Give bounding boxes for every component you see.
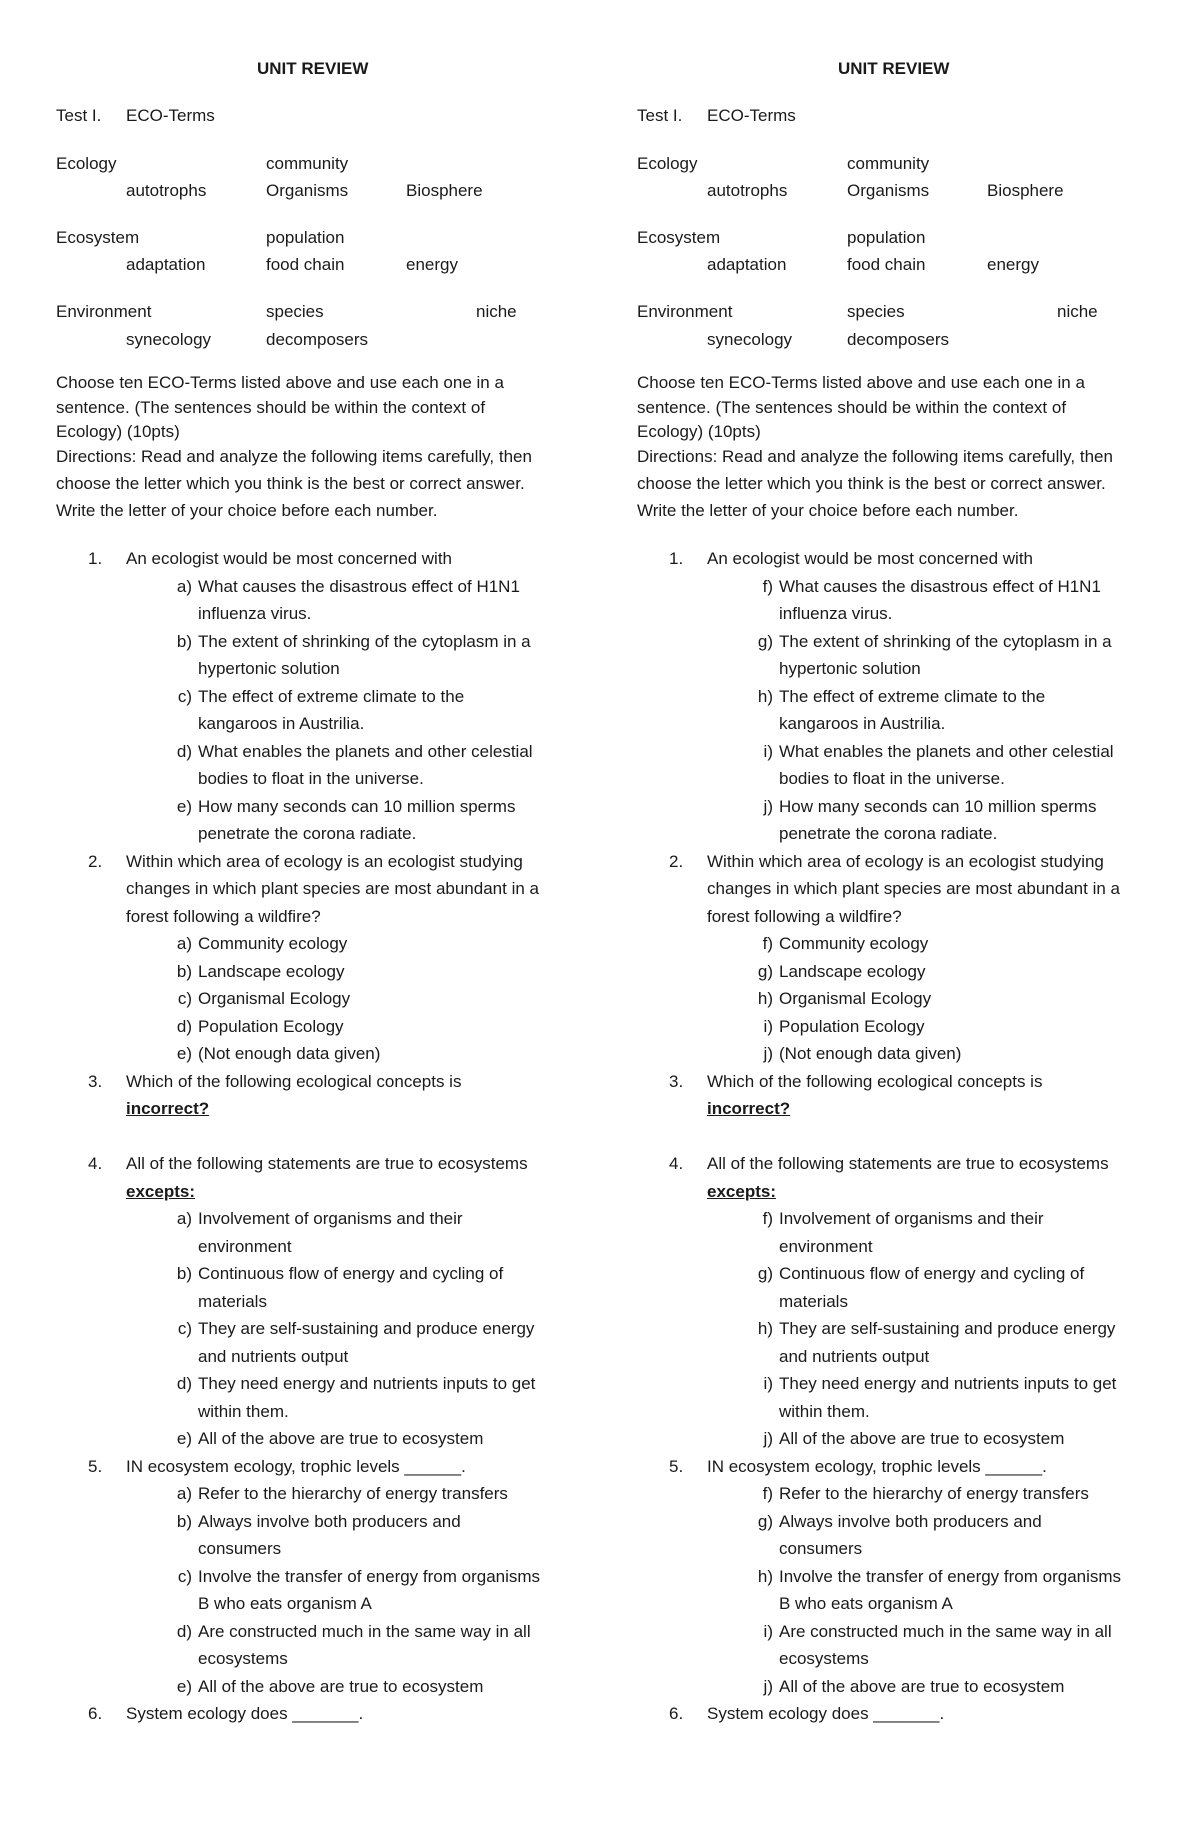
question-line: Which of the following ecological concepts is bbox=[707, 1071, 1043, 1091]
option-line: and nutrients output bbox=[198, 1346, 349, 1366]
option-letter: c) bbox=[177, 1319, 192, 1338]
term-food-chain: food chain bbox=[266, 255, 345, 274]
left-column bbox=[56, 0, 616, 1835]
question-number: 3. bbox=[88, 1071, 103, 1091]
term-energy: energy bbox=[987, 255, 1039, 274]
term-ecology: Ecology bbox=[637, 154, 698, 173]
term-niche: niche bbox=[1057, 302, 1098, 321]
option-text bbox=[198, 793, 598, 848]
option-letter: j) bbox=[763, 1676, 773, 1696]
question-text bbox=[707, 1700, 1177, 1728]
option-letter: i) bbox=[763, 1621, 773, 1641]
right-column bbox=[637, 0, 1197, 1835]
choose-line: sentence. (The sentences should be within the context of bbox=[637, 397, 1067, 417]
test-name: ECO-Terms bbox=[126, 106, 215, 125]
option-text bbox=[198, 1040, 598, 1068]
question-number: 4. bbox=[88, 1154, 103, 1173]
option-line: Landscape ecology bbox=[198, 961, 345, 981]
option-text bbox=[198, 1480, 598, 1508]
option-line: Involve the transfer of energy from organisms bbox=[198, 1566, 541, 1586]
option-letter: e) bbox=[176, 796, 192, 816]
directions bbox=[637, 443, 1157, 524]
option-line: Refer to the hierarchy of energy transfers bbox=[779, 1484, 1089, 1503]
option-letter: e) bbox=[176, 1429, 192, 1448]
directions-line: Write the letter of your choice before each number. bbox=[56, 501, 438, 520]
option-line: Always involve both producers and bbox=[198, 1511, 461, 1531]
option-line: Organismal Ecology bbox=[198, 989, 351, 1008]
question-line: forest following a wildfire? bbox=[126, 906, 321, 926]
option-letter: g) bbox=[757, 1511, 773, 1531]
option-line: They need energy and nutrients inputs to get bbox=[779, 1374, 1117, 1393]
option-letter: a) bbox=[176, 1484, 192, 1503]
option-line: B who eats organism A bbox=[198, 1594, 372, 1613]
question-number: 5. bbox=[669, 1456, 684, 1476]
option-text bbox=[198, 738, 598, 793]
option-line: Organismal Ecology bbox=[779, 989, 932, 1008]
option-line: penetrate the corona radiate. bbox=[198, 824, 417, 843]
option-line: Involvement of organisms and their bbox=[198, 1209, 463, 1228]
option-line: hypertonic solution bbox=[198, 659, 340, 678]
choose-line: Ecology) (10pts) bbox=[637, 422, 761, 441]
option-line: All of the above are true to ecosystem bbox=[198, 1429, 484, 1448]
option-line: materials bbox=[198, 1291, 267, 1311]
option-letter: g) bbox=[757, 1264, 773, 1283]
question-line: All of the following statements are true to ecosystems bbox=[707, 1154, 1109, 1173]
question-line: All of the following statements are true to ecosystems bbox=[126, 1154, 528, 1173]
term-population: population bbox=[266, 228, 345, 247]
option-line: environment bbox=[198, 1236, 292, 1256]
option-letter: c) bbox=[177, 686, 192, 706]
option-text bbox=[779, 1618, 1179, 1673]
option-text bbox=[198, 573, 598, 628]
option-letter: c) bbox=[177, 1566, 192, 1586]
option-letter: d) bbox=[176, 1374, 192, 1393]
question-line: Which of the following ecological concepts is bbox=[126, 1071, 462, 1091]
option-line: Always involve both producers and bbox=[779, 1511, 1042, 1531]
directions-line: Directions: Read and analyze the following items carefully, then bbox=[637, 447, 1113, 466]
option-line: within them. bbox=[198, 1401, 289, 1421]
term-food-chain: food chain bbox=[847, 255, 926, 274]
question-number: 5. bbox=[88, 1456, 103, 1476]
term-species: species bbox=[266, 302, 324, 321]
term-biosphere: Biosphere bbox=[406, 181, 483, 200]
term-environment: Environment bbox=[637, 302, 733, 321]
option-line: What causes the disastrous effect of H1N1 bbox=[198, 576, 520, 596]
option-letter: d) bbox=[176, 1621, 192, 1641]
option-letter: b) bbox=[176, 1511, 192, 1531]
option-text bbox=[198, 1370, 598, 1425]
option-text bbox=[779, 628, 1179, 683]
option-text bbox=[779, 1508, 1179, 1563]
option-text bbox=[198, 628, 598, 683]
option-line: penetrate the corona radiate. bbox=[779, 824, 998, 843]
option-line: All of the above are true to ecosystem bbox=[198, 1676, 484, 1696]
term-niche: niche bbox=[476, 302, 517, 321]
term-adaptation: adaptation bbox=[707, 255, 787, 274]
question-number: 2. bbox=[669, 851, 684, 871]
choose-line: Ecology) (10pts) bbox=[56, 422, 180, 441]
question-line: changes in which plant species are most abundant in a bbox=[126, 879, 539, 898]
term-ecology: Ecology bbox=[56, 154, 117, 173]
question-number: 1. bbox=[88, 549, 103, 568]
option-line: They are self-sustaining and produce energy bbox=[779, 1319, 1116, 1338]
directions-line: Write the letter of your choice before each number. bbox=[637, 501, 1019, 520]
question-emphasis: incorrect? bbox=[707, 1099, 791, 1118]
option-line: Involve the transfer of energy from organisms bbox=[779, 1566, 1122, 1586]
term-energy: energy bbox=[406, 255, 458, 274]
term-species: species bbox=[847, 302, 905, 321]
option-line: How many seconds can 10 million sperms bbox=[779, 796, 1097, 816]
option-line: The extent of shrinking of the cytoplasm in a bbox=[779, 631, 1112, 651]
term-autotrophs: autotrophs bbox=[707, 181, 788, 200]
option-letter: a) bbox=[176, 576, 192, 596]
option-text bbox=[198, 1425, 598, 1453]
option-letter: g) bbox=[757, 961, 773, 981]
directions-line: choose the letter which you think is the best or correct answer. bbox=[56, 474, 525, 493]
choose-instruction bbox=[56, 371, 576, 445]
option-line: bodies to float in the universe. bbox=[779, 769, 1005, 788]
choose-line: Choose ten ECO-Terms listed above and use each one in a bbox=[56, 373, 504, 392]
option-line: materials bbox=[779, 1291, 848, 1311]
option-letter: j) bbox=[763, 796, 773, 816]
option-letter: h) bbox=[757, 1566, 773, 1586]
option-text bbox=[198, 1508, 598, 1563]
question-text bbox=[126, 1150, 596, 1205]
option-letter: c) bbox=[177, 989, 192, 1008]
term-community: community bbox=[266, 154, 349, 173]
option-text bbox=[198, 1013, 598, 1041]
directions-line: Directions: Read and analyze the following items carefully, then bbox=[56, 447, 532, 466]
option-letter: i) bbox=[763, 1016, 773, 1036]
option-text bbox=[779, 573, 1179, 628]
option-text bbox=[779, 738, 1179, 793]
choose-line: Choose ten ECO-Terms listed above and use each one in a bbox=[637, 373, 1085, 392]
option-line: Continuous flow of energy and cycling of bbox=[779, 1264, 1085, 1283]
question-line: System ecology does _______. bbox=[707, 1704, 945, 1723]
option-line: consumers bbox=[198, 1539, 282, 1558]
option-text bbox=[198, 1315, 598, 1370]
term-population: population bbox=[847, 228, 926, 247]
option-text bbox=[779, 1480, 1179, 1508]
option-line: Community ecology bbox=[198, 934, 348, 953]
option-text bbox=[198, 985, 598, 1013]
option-line: What causes the disastrous effect of H1N1 bbox=[779, 576, 1101, 596]
option-line: Community ecology bbox=[779, 934, 929, 953]
question-text bbox=[707, 545, 1177, 573]
option-line: They need energy and nutrients inputs to get bbox=[198, 1374, 536, 1393]
option-line: Continuous flow of energy and cycling of bbox=[198, 1264, 504, 1283]
term-community: community bbox=[847, 154, 930, 173]
question-number: 6. bbox=[88, 1704, 103, 1723]
option-text bbox=[198, 1563, 598, 1618]
option-line: Are constructed much in the same way in all bbox=[779, 1621, 1112, 1641]
question-text bbox=[126, 1068, 596, 1123]
option-line: within them. bbox=[779, 1401, 870, 1421]
option-line: All of the above are true to ecosystem bbox=[779, 1429, 1065, 1448]
option-line: (Not enough data given) bbox=[779, 1044, 962, 1063]
question-text bbox=[707, 1453, 1177, 1481]
option-text bbox=[779, 1425, 1179, 1453]
question-text bbox=[126, 1453, 596, 1481]
question-text bbox=[707, 1068, 1177, 1123]
option-line: and nutrients output bbox=[779, 1346, 930, 1366]
option-line: B who eats organism A bbox=[779, 1594, 953, 1613]
option-line: consumers bbox=[779, 1539, 863, 1558]
option-letter: i) bbox=[763, 1374, 773, 1393]
unit-review-title: UNIT REVIEW bbox=[257, 59, 369, 78]
question-line: An ecologist would be most concerned with bbox=[126, 549, 453, 568]
option-letter: f) bbox=[762, 576, 773, 596]
term-adaptation: adaptation bbox=[126, 255, 206, 274]
term-biosphere: Biosphere bbox=[987, 181, 1064, 200]
question-line: System ecology does _______. bbox=[126, 1704, 364, 1723]
option-letter: d) bbox=[176, 741, 192, 761]
option-letter: j) bbox=[763, 1044, 773, 1063]
option-line: Landscape ecology bbox=[779, 961, 926, 981]
term-environment: Environment bbox=[56, 302, 152, 321]
test-name: ECO-Terms bbox=[707, 106, 796, 125]
question-line: IN ecosystem ecology, trophic levels ______. bbox=[126, 1456, 466, 1476]
option-letter: a) bbox=[176, 1209, 192, 1228]
option-letter: f) bbox=[762, 1209, 773, 1228]
option-line: ecosystems bbox=[779, 1649, 869, 1668]
directions-line: choose the letter which you think is the best or correct answer. bbox=[637, 474, 1106, 493]
question-line: IN ecosystem ecology, trophic levels ______. bbox=[707, 1456, 1047, 1476]
question-number: 1. bbox=[669, 549, 684, 568]
option-line: kangaroos in Austrilia. bbox=[779, 714, 946, 733]
option-letter: i) bbox=[763, 741, 773, 761]
option-line: bodies to float in the universe. bbox=[198, 769, 424, 788]
option-text bbox=[779, 1040, 1179, 1068]
option-letter: j) bbox=[763, 1429, 773, 1448]
choose-instruction bbox=[637, 371, 1157, 445]
option-line: Involvement of organisms and their bbox=[779, 1209, 1044, 1228]
option-letter: h) bbox=[757, 686, 773, 706]
test-label: Test I. bbox=[637, 106, 683, 125]
option-letter: g) bbox=[757, 631, 773, 651]
question-text bbox=[707, 848, 1177, 931]
directions bbox=[56, 443, 576, 524]
term-ecosystem: Ecosystem bbox=[637, 228, 721, 247]
question-emphasis: incorrect? bbox=[126, 1099, 210, 1118]
option-line: They are self-sustaining and produce energy bbox=[198, 1319, 535, 1338]
option-letter: d) bbox=[176, 1016, 192, 1036]
option-letter: b) bbox=[176, 631, 192, 651]
option-line: All of the above are true to ecosystem bbox=[779, 1676, 1065, 1696]
option-text bbox=[779, 958, 1179, 986]
term-synecology: synecology bbox=[126, 330, 212, 349]
question-text bbox=[707, 1150, 1177, 1205]
option-line: The effect of extreme climate to the bbox=[779, 686, 1046, 706]
choose-line: sentence. (The sentences should be within the context of bbox=[56, 397, 486, 417]
option-line: ecosystems bbox=[198, 1649, 288, 1668]
option-line: Population Ecology bbox=[198, 1016, 344, 1036]
term-organisms: Organisms bbox=[266, 181, 349, 200]
option-text bbox=[198, 1673, 598, 1701]
option-text bbox=[779, 930, 1179, 958]
option-line: Population Ecology bbox=[779, 1016, 925, 1036]
question-number: 3. bbox=[669, 1071, 684, 1091]
option-letter: f) bbox=[762, 1484, 773, 1503]
term-organisms: Organisms bbox=[847, 181, 930, 200]
option-letter: h) bbox=[757, 1319, 773, 1338]
term-autotrophs: autotrophs bbox=[126, 181, 207, 200]
test-label: Test I. bbox=[56, 106, 102, 125]
option-letter: b) bbox=[176, 1264, 192, 1283]
option-text bbox=[779, 793, 1179, 848]
option-text bbox=[779, 683, 1179, 738]
option-text bbox=[198, 683, 598, 738]
option-text bbox=[198, 1260, 598, 1315]
question-line: changes in which plant species are most abundant in a bbox=[707, 879, 1120, 898]
question-text bbox=[126, 545, 596, 573]
question-text bbox=[126, 848, 596, 931]
option-text bbox=[198, 930, 598, 958]
option-line: The extent of shrinking of the cytoplasm in a bbox=[198, 631, 531, 651]
question-number: 2. bbox=[88, 851, 103, 871]
option-line: The effect of extreme climate to the bbox=[198, 686, 465, 706]
question-line: Within which area of ecology is an ecologist studying bbox=[126, 851, 523, 871]
question-number: 4. bbox=[669, 1154, 684, 1173]
option-text bbox=[779, 1563, 1179, 1618]
option-letter: h) bbox=[757, 989, 773, 1008]
question-line: forest following a wildfire? bbox=[707, 906, 902, 926]
option-line: environment bbox=[779, 1236, 873, 1256]
term-decomposers: decomposers bbox=[847, 330, 950, 349]
unit-review-title: UNIT REVIEW bbox=[838, 59, 950, 78]
option-text bbox=[779, 1673, 1179, 1701]
option-text bbox=[779, 985, 1179, 1013]
option-text bbox=[779, 1370, 1179, 1425]
question-text bbox=[126, 1700, 596, 1728]
option-text bbox=[198, 1618, 598, 1673]
option-line: What enables the planets and other celestial bbox=[198, 741, 533, 761]
question-line: An ecologist would be most concerned with bbox=[707, 549, 1034, 568]
option-line: influenza virus. bbox=[779, 604, 893, 623]
term-ecosystem: Ecosystem bbox=[56, 228, 140, 247]
option-text bbox=[779, 1205, 1179, 1260]
term-synecology: synecology bbox=[707, 330, 793, 349]
option-line: What enables the planets and other celestial bbox=[779, 741, 1114, 761]
option-text bbox=[779, 1260, 1179, 1315]
option-letter: b) bbox=[176, 961, 192, 981]
question-number: 6. bbox=[669, 1704, 684, 1723]
option-letter: a) bbox=[176, 934, 192, 953]
option-line: Refer to the hierarchy of energy transfers bbox=[198, 1484, 508, 1503]
option-line: influenza virus. bbox=[198, 604, 312, 623]
question-line: Within which area of ecology is an ecologist studying bbox=[707, 851, 1104, 871]
option-line: (Not enough data given) bbox=[198, 1044, 381, 1063]
option-text bbox=[198, 1205, 598, 1260]
option-line: Are constructed much in the same way in all bbox=[198, 1621, 531, 1641]
question-emphasis: excepts: bbox=[707, 1181, 776, 1201]
option-letter: e) bbox=[176, 1676, 192, 1696]
option-line: kangaroos in Austrilia. bbox=[198, 714, 365, 733]
option-line: How many seconds can 10 million sperms bbox=[198, 796, 516, 816]
option-text bbox=[198, 958, 598, 986]
option-letter: f) bbox=[762, 934, 773, 953]
option-line: hypertonic solution bbox=[779, 659, 921, 678]
option-text bbox=[779, 1315, 1179, 1370]
option-text bbox=[779, 1013, 1179, 1041]
option-letter: e) bbox=[176, 1044, 192, 1063]
question-emphasis: excepts: bbox=[126, 1181, 195, 1201]
term-decomposers: decomposers bbox=[266, 330, 369, 349]
